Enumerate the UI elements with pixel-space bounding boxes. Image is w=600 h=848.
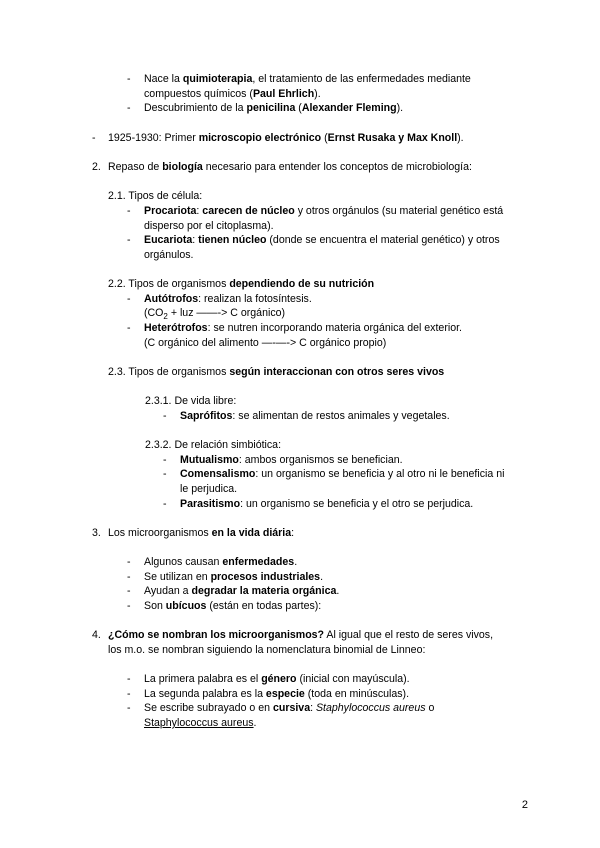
list-item: Algunos causan enfermedades. [144, 556, 298, 568]
bullet-dash: - [127, 556, 131, 568]
list-item: Se escribe subrayado o en cursiva: Staphylococcus aureus o [144, 702, 435, 714]
bullet-dash: - [163, 454, 167, 466]
list-item: Eucariota: tienen núcleo (donde se encuentra el material genético) y otros [144, 234, 500, 246]
list-item-continuation: le perjudica. [180, 483, 238, 495]
bullet-dash: - [127, 688, 131, 700]
list-item-continuation: disperso por el citoplasma). [144, 220, 274, 232]
list-item-continuation: orgánulos. [144, 249, 194, 261]
subsection-heading: 2.2. Tipos de organismos dependiendo de su nutrición [108, 278, 375, 290]
section-number: 3. [92, 527, 101, 539]
list-item: Son ubícuos (están en todas partes): [144, 600, 322, 612]
list-item: Ayudan a degradar la materia orgánica. [144, 585, 340, 597]
bullet-dash: - [127, 702, 131, 714]
list-item: La primera palabra es el género (inicial con mayúscula). [144, 673, 410, 685]
bullet-dash: - [127, 102, 131, 114]
list-item: Parasitismo: un organismo se beneficia y el otro se perjudica. [180, 498, 474, 510]
section-heading: Repaso de biología necesario para entender los conceptos de microbiología: [108, 161, 472, 173]
subsubsection-heading: 2.3.2. De relación simbiótica: [145, 439, 282, 451]
bullet-dash: - [127, 234, 131, 246]
list-item: La segunda palabra es la especie (toda en minúsculas). [144, 688, 410, 700]
bullet-dash: - [163, 498, 167, 510]
list-item: Heterótrofos: se nutren incorporando materia orgánica del exterior. [144, 322, 462, 334]
section-number: 2. [92, 161, 101, 173]
list-item: Se utilizan en procesos industriales. [144, 571, 324, 583]
bullet-dash: - [127, 73, 131, 85]
list-item: Nace la quimioterapia, el tratamiento de las enfermedades mediante [144, 73, 471, 85]
section-heading: ¿Cómo se nombran los microorganismos? Al igual que el resto de seres vivos, [108, 629, 494, 641]
bullet-dash: - [127, 585, 131, 597]
bullet-dash: - [127, 322, 131, 334]
bullet-dash: - [127, 571, 131, 583]
list-item: Comensalismo: un organismo se beneficia y al otro ni le beneficia ni [180, 468, 505, 480]
list-item: Autótrofos: realizan la fotosíntesis. [144, 293, 312, 305]
list-item: Procariota: carecen de núcleo y otros orgánulos (su material genético está [144, 205, 504, 217]
page-number: 2 [521, 799, 528, 811]
bullet-dash: - [163, 468, 167, 480]
bullet-dash: - [127, 673, 131, 685]
list-item-continuation: compuestos químicos (Paul Ehrlich). [144, 88, 321, 100]
list-item-continuation: ($CO_2$ + luz ——-> C orgánico) [144, 307, 286, 322]
bullet-dash: - [92, 132, 96, 144]
list-item-continuation: Staphylococcus aureus. [144, 717, 257, 729]
list-item-continuation: (C orgánico del alimento —-—-> C orgánico propio) [144, 337, 387, 349]
paragraph: los m.o. se nombran siguiendo la nomenclatura binomial de Linneo: [108, 644, 426, 656]
section-number: 4. [92, 629, 101, 641]
paragraph: 1925-1930: Primer microscopio electrónico (Ernst Rusaka y Max Knoll). [108, 132, 464, 144]
section-heading: Los microorganismos en la vida diária: [108, 527, 295, 539]
bullet-dash: - [127, 205, 131, 217]
subsection-heading: 2.1. Tipos de célula: [108, 190, 203, 202]
list-item: Mutualismo: ambos organismos se benefician. [180, 454, 403, 466]
bullet-dash: - [127, 600, 131, 612]
bullet-dash: - [127, 293, 131, 305]
list-item: Saprófitos: se alimentan de restos animales y vegetales. [180, 410, 450, 422]
bullet-dash: - [163, 410, 167, 422]
subsubsection-heading: 2.3.1. De vida libre: [145, 395, 237, 407]
subsection-heading: 2.3. Tipos de organismos según interaccionan con otros seres vivos [108, 366, 445, 378]
list-item: Descubrimiento de la penicilina (Alexander Fleming). [144, 102, 404, 114]
